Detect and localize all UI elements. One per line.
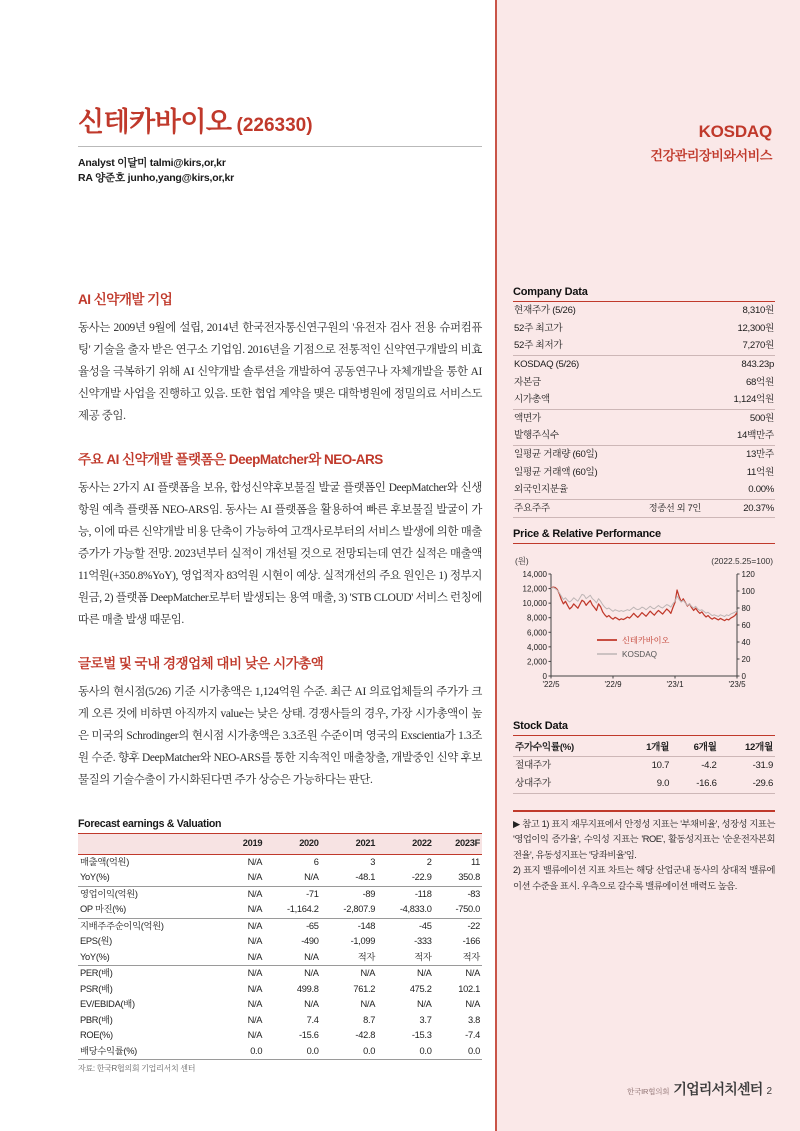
- forecast-row-label: 매출액(억원): [80, 856, 129, 867]
- forecast-cell: N/A: [225, 966, 264, 982]
- forecast-col-year: 2020: [264, 834, 320, 855]
- table-row: [513, 427, 775, 445]
- stock-data-col-period: 1개월: [624, 736, 671, 757]
- company-data-block: [513, 286, 775, 518]
- company-data-note: [636, 320, 714, 338]
- stock-data-col-period: 6개월: [671, 736, 718, 757]
- chart-annotation: (2022.5.25=100): [711, 556, 773, 566]
- chart-series-line: [551, 587, 737, 621]
- company-name: 신테카바이오: [78, 107, 232, 137]
- page-footer: [627, 1079, 772, 1099]
- forecast-row-label: PBR(배): [80, 1014, 113, 1025]
- table-row: [513, 320, 775, 338]
- forecast-cell: -42.8: [355, 1030, 376, 1040]
- legend-label: KOSDAQ: [622, 650, 658, 660]
- company-data-note: [636, 391, 714, 409]
- forecast-cell: N/A: [434, 966, 482, 982]
- stock-data-cell: 9.0: [624, 775, 671, 793]
- company-data-value: 0.00%: [748, 484, 774, 496]
- analyst-block: [78, 156, 234, 186]
- forecast-cell: 0.0: [225, 1044, 264, 1060]
- table-row: [78, 1028, 482, 1044]
- forecast-cell: N/A: [304, 872, 319, 882]
- forecast-col-label: [78, 834, 225, 855]
- forecast-cell: N/A: [225, 886, 264, 902]
- company-data-value: 12,300원: [737, 322, 774, 334]
- company-ticker-code: (226330): [236, 115, 313, 136]
- chart-left-tick-label: 12,000: [522, 584, 547, 594]
- section-paragraph: 동사는 2009년 9월에 설립, 2014년 한국전자통신연구원의 '유전자 검사 전용 슈퍼컴퓨팅' 기술을 출자 받은 연구소 기업임. 2016년을 기점으로 전통적인 신약연구개발의 비효율성을 극복하기 위해 AI 신약개발 솔루션을 개발하여 공동연구나 자체개발을 통한 AI 신약개발 사업을 진행하고 있음. 또한 협업 계약을 맺은 대학병원에 정밀의료 서비스도 제공 중임.: [78, 322, 482, 422]
- forecast-cell: -89: [321, 886, 377, 902]
- company-data-label: 일평균 거래량 (60일): [513, 445, 636, 463]
- table-row: [513, 445, 775, 463]
- table-row: [513, 499, 775, 518]
- forecast-cell: 0.0: [321, 1044, 377, 1060]
- company-data-label: 액면가: [513, 409, 636, 427]
- header-divider-rule: [78, 146, 482, 147]
- table-row: [78, 950, 482, 966]
- stock-data-col-period: 12개월: [719, 736, 775, 757]
- analyst-contact: Analyst 이달미 talmi@kirs,or,kr: [78, 157, 226, 169]
- forecast-cell: -1,164.2: [286, 904, 319, 914]
- forecast-cell: 3.8: [467, 1014, 480, 1025]
- company-data-label: 일평균 거래액 (60일): [514, 466, 598, 478]
- forecast-cell: 761.2: [353, 983, 376, 994]
- forecast-cell: N/A: [247, 999, 263, 1009]
- forecast-cell: N/A: [247, 983, 263, 994]
- company-data-value: 7,270원: [742, 340, 774, 352]
- company-data-value: 68억원: [745, 376, 774, 388]
- forecast-cell: N/A: [377, 966, 433, 982]
- company-data-value: 13만주: [714, 445, 775, 463]
- company-data-label: 주요주주: [513, 499, 636, 518]
- forecast-row-label: ROE(%): [80, 1030, 113, 1040]
- table-row: [513, 373, 775, 391]
- price-chart-canvas: [513, 550, 775, 710]
- forecast-cell: -333: [414, 936, 432, 946]
- chart-left-tick-label: 8,000: [526, 613, 547, 623]
- table-row: [78, 1013, 482, 1029]
- chart-x-tick-label: '22/5: [542, 680, 560, 689]
- stock-data-row-label: 상대주가: [513, 775, 624, 793]
- chart-left-tick-label: 4,000: [526, 642, 547, 652]
- forecast-cell: 102.1: [458, 983, 480, 994]
- stock-data-cell: -4.2: [701, 760, 717, 772]
- forecast-cell: -1,099: [350, 936, 376, 946]
- chart-right-tick-label: 20: [741, 655, 751, 664]
- chart-right-tick-label: 0: [741, 672, 746, 681]
- forecast-cell: 11: [470, 856, 480, 867]
- forecast-cell: 2: [426, 856, 432, 867]
- forecast-cell: 0.0: [377, 1044, 433, 1060]
- article-section: [78, 448, 482, 631]
- company-data-note: [636, 302, 714, 320]
- company-data-note: [636, 373, 714, 391]
- article-section: [78, 652, 482, 791]
- footnote-item: 2) 표지 밸류에이션 지표 차트는 해당 산업군내 동사의 상대적 밸류에이션 수준을 표시. 우측으로 갈수록 밸류에이션 매력도 높음.: [513, 865, 775, 891]
- market-sector: 건강관리장비와서비스: [650, 148, 772, 163]
- table-row: [513, 355, 775, 373]
- table-row: [513, 481, 775, 499]
- company-data-note: [636, 427, 714, 445]
- company-data-label: KOSDAQ (5/26): [513, 355, 636, 373]
- stock-data-cell: 10.7: [651, 760, 670, 772]
- chart-right-tick-label: 80: [741, 604, 751, 613]
- forecast-cell: 3: [370, 856, 376, 867]
- footer-brand: 기업리서치센터: [673, 1081, 763, 1097]
- price-chart-block: [513, 528, 775, 710]
- footnotes-block: [513, 810, 775, 894]
- company-data-label: 52주 최고가: [514, 322, 563, 334]
- legend-label: 신테카바이오: [622, 636, 670, 646]
- company-data-value: 8,310원: [742, 305, 774, 317]
- stock-data-title: Stock Data: [513, 720, 775, 736]
- section-heading: AI 신약개발 기업: [78, 292, 173, 307]
- forecast-row-label: 영업이익(억원): [78, 886, 225, 902]
- section-paragraph: 동사는 2가지 AI 플랫폼을 보유, 합성신약후보물질 발굴 플랫폼인 DeepMatcher와 신생항원 예측 플랫폼 NEO-ARS임. 동사는 AI 플랫폼을 활용하여 빠른 후보물질 발굴이 가능, 이에 따른 신약개발 비용 단축이 가능하여 고객사로부터의 서비스 발생에 의한 매출증가가 가능할 전망. 2023년부터 실적이 개선될 것으로 전망되는데 연간 실적은 매출액 11억원(+350.8%YoY), 영업적자 83억원 시현이 예상. 실적개선의 주요 원인은 1) 정부지원금, 2) 플랫폼 DeepMatcher로부터 발생되는 용역 매출, 3) 'STB CLOUD' 서비스 런칭에 따른 매출 발생 때문임.: [78, 482, 482, 626]
- forecast-cell: N/A: [321, 966, 377, 982]
- forecast-row-label: EPS(원): [80, 936, 112, 946]
- forecast-cell: -15.3: [411, 1030, 432, 1040]
- table-row: [78, 918, 482, 934]
- forecast-cell: -166: [462, 936, 480, 946]
- forecast-row-label: OP 마진(%): [80, 904, 126, 914]
- forecast-table-title: Forecast earnings & Valuation: [78, 818, 222, 830]
- forecast-cell: N/A: [264, 966, 320, 982]
- stock-data-table: [513, 736, 775, 794]
- chart-left-tick-label: 0: [542, 672, 547, 681]
- table-row: [78, 997, 482, 1013]
- chart-left-tick-label: 2,000: [526, 657, 547, 667]
- forecast-row-label: PSR(배): [80, 983, 113, 994]
- forecast-cell: N/A: [247, 872, 263, 882]
- report-header: [78, 108, 478, 138]
- table-row: [513, 302, 775, 320]
- forecast-row-label: 지배주주순이익(억원): [78, 918, 225, 934]
- forecast-row-label: EV/EBIDA(배): [80, 999, 135, 1009]
- company-data-body: [513, 302, 775, 518]
- forecast-cell: -2,807.9: [343, 904, 376, 914]
- forecast-cell: 0.0: [434, 1044, 482, 1060]
- forecast-cell: N/A: [225, 918, 264, 934]
- forecast-cell: N/A: [465, 999, 480, 1009]
- company-data-note: 정종선 외 7인: [636, 499, 714, 518]
- stock-data-cell: -31.9: [752, 760, 773, 772]
- forecast-cell: 6: [313, 856, 319, 867]
- market-name: KOSDAQ: [698, 122, 772, 141]
- table-row: [513, 391, 775, 409]
- price-chart-title: Price & Relative Performance: [513, 528, 775, 544]
- company-data-label: 52주 최저가: [514, 340, 563, 352]
- article-body: [78, 288, 482, 812]
- forecast-cell: N/A: [304, 951, 319, 962]
- table-row: [513, 409, 775, 427]
- forecast-cell: 적자: [414, 951, 432, 962]
- forecast-table-block: [78, 818, 482, 1074]
- table-row: [78, 982, 482, 998]
- market-info: [650, 122, 772, 164]
- section-heading: 주요 AI 신약개발 플랫폼은 DeepMatcher와 NEO-ARS: [78, 452, 383, 467]
- footer-organization: 한국IR협의회: [627, 1087, 670, 1096]
- chart-x-tick-label: '22/9: [604, 680, 622, 689]
- forecast-cell: -15.6: [298, 1030, 319, 1040]
- forecast-cell: -7.4: [465, 1030, 480, 1040]
- stock-data-header-row: [513, 736, 775, 757]
- forecast-cell: 499.8: [296, 983, 319, 994]
- chart-right-tick-label: 120: [741, 570, 755, 579]
- ra-contact: RA 양준호 junho,yang@kirs,or,kr: [78, 172, 235, 184]
- company-data-value: 14백만주: [737, 430, 774, 442]
- forecast-col-year: 2023F: [434, 834, 482, 855]
- company-data-note: [636, 355, 714, 373]
- table-row: [513, 757, 775, 775]
- forecast-cell: N/A: [247, 904, 263, 914]
- page-number: 2: [766, 1086, 772, 1097]
- forecast-cell: -71: [264, 886, 320, 902]
- forecast-cell: N/A: [247, 1030, 263, 1040]
- stock-data-body: [513, 757, 775, 794]
- chart-series-line: [551, 588, 737, 617]
- forecast-col-year: 2021: [321, 834, 377, 855]
- stock-data-block: [513, 720, 775, 794]
- section-heading: 글로벌 및 국내 경쟁업체 대비 낮은 시가총액: [78, 656, 324, 671]
- company-data-value: 500원: [714, 409, 775, 427]
- forecast-cell: -83: [434, 886, 482, 902]
- table-row: [513, 775, 775, 793]
- footnotes-divider: [513, 810, 775, 812]
- table-row: [78, 934, 482, 950]
- company-data-value: 843.23p: [714, 355, 775, 373]
- forecast-row-label: 배당수익률(%): [78, 1044, 225, 1060]
- company-data-label: 현재주가 (5/26): [514, 305, 576, 317]
- forecast-row-label: YoY(%): [80, 951, 110, 962]
- chart-right-tick-label: 40: [741, 638, 751, 647]
- table-row: [78, 870, 482, 886]
- forecast-cell: -22: [434, 918, 482, 934]
- table-row: [78, 902, 482, 918]
- forecast-cell: 8.7: [363, 1014, 376, 1025]
- forecast-row-label: PER(배): [78, 966, 225, 982]
- forecast-cell: N/A: [360, 999, 376, 1009]
- forecast-cell: -45: [377, 918, 433, 934]
- forecast-cell: 적자: [462, 951, 480, 962]
- forecast-col-year: 2022: [377, 834, 433, 855]
- company-data-note: [636, 445, 714, 463]
- forecast-cell: N/A: [247, 936, 263, 946]
- forecast-table-body: [78, 854, 482, 1060]
- table-row: [513, 337, 775, 355]
- table-row: [513, 463, 775, 481]
- table-row: [78, 854, 482, 870]
- company-data-note: [636, 337, 714, 355]
- article-section: [78, 288, 482, 427]
- chart-x-tick-label: '23/5: [728, 680, 746, 689]
- forecast-cell: -490: [301, 936, 319, 946]
- stock-data-cell: -16.6: [671, 775, 718, 793]
- chart-left-tick-label: 10,000: [522, 599, 547, 609]
- forecast-table-head: [78, 834, 482, 855]
- stock-data-head: [513, 736, 775, 757]
- forecast-cell: 7.4: [306, 1014, 319, 1025]
- company-data-title: Company Data: [513, 286, 775, 302]
- company-data-label: 시가총액: [514, 394, 550, 406]
- chart-left-unit-label: (원): [515, 556, 529, 566]
- company-data-label: 자본금: [514, 376, 541, 388]
- stock-data-row-label: 절대주가: [515, 760, 551, 772]
- company-data-note: [636, 409, 714, 427]
- footnote-item: ▶ 참고 1) 표지 재무지표에서 안정성 지표는 '부채비율', 성장성 지표는 '영업이익 증가율', 수익성 지표는 'ROE', 활동성지표는 '순운전자본회전율', 유동성지표는 '당좌비율'임.: [513, 818, 775, 860]
- forecast-col-year: 2019: [225, 834, 264, 855]
- chart-right-tick-label: 60: [741, 621, 751, 630]
- table-row: [78, 886, 482, 902]
- forecast-row-label: YoY(%): [80, 872, 110, 882]
- forecast-cell: 3.7: [419, 1014, 432, 1025]
- stock-data-col-label: 주가수익률(%): [513, 736, 624, 757]
- stock-data-cell: -29.6: [719, 775, 775, 793]
- forecast-cell: 0.0: [264, 1044, 320, 1060]
- forecast-cell: N/A: [247, 856, 263, 867]
- forecast-cell: N/A: [416, 999, 432, 1009]
- forecast-cell: N/A: [247, 951, 263, 962]
- company-data-label: 발행주식수: [514, 430, 559, 442]
- forecast-cell: 350.8: [458, 872, 480, 882]
- company-data-value: 20.37%: [714, 499, 775, 518]
- panel-divider: [495, 0, 497, 1131]
- company-data-label: 외국인지분율: [514, 484, 568, 496]
- forecast-cell: -65: [264, 918, 320, 934]
- forecast-cell: -148: [321, 918, 377, 934]
- forecast-cell: -118: [377, 886, 433, 902]
- price-chart-svg: [513, 550, 775, 710]
- chart-right-tick-label: 100: [741, 587, 755, 596]
- company-data-value: 11억원: [746, 466, 774, 478]
- section-paragraph: 동사의 현시점(5/26) 기준 시가총액은 1,124억원 수준. 최근 AI 의료업체들의 주가가 크게 오른 것에 비하면 아직까지 value는 낮은 상태. 경쟁사들의 경우, 가장 시가총액이 높은 미국의 Schrodinger의 현시점 시가총액은 3.3조원 수준이며 영국의 Exscientia가 1.3조원 수준. 향후 DeepMatcher와 NEO-ARS를 통한 지속적인 매출창출, 개발중인 신약 후보물질의 기술수출이 가시화된다면 주가 상승은 가능하다는 판단.: [78, 686, 482, 786]
- chart-x-tick-label: '23/1: [666, 680, 684, 689]
- forecast-cell: -22.9: [411, 872, 432, 882]
- forecast-table-source: 자료: 한국R협의회 기업리서치 센터: [78, 1064, 196, 1073]
- forecast-header-row: [78, 834, 482, 855]
- table-row: [78, 1044, 482, 1060]
- forecast-cell: -750.0: [455, 904, 480, 914]
- chart-left-tick-label: 6,000: [526, 628, 547, 638]
- chart-left-tick-label: 14,000: [522, 570, 547, 579]
- company-data-note: [636, 463, 714, 481]
- company-data-note: [636, 481, 714, 499]
- forecast-cell: -4,833.0: [399, 904, 432, 914]
- forecast-table: [78, 833, 482, 1060]
- forecast-cell: 적자: [357, 951, 376, 962]
- table-row: [78, 966, 482, 982]
- company-data-table: [513, 302, 775, 518]
- forecast-cell: 475.2: [409, 983, 432, 994]
- forecast-cell: N/A: [304, 999, 319, 1009]
- forecast-cell: -48.1: [355, 872, 376, 882]
- forecast-cell: N/A: [247, 1014, 263, 1025]
- company-data-value: 1,124억원: [733, 394, 774, 406]
